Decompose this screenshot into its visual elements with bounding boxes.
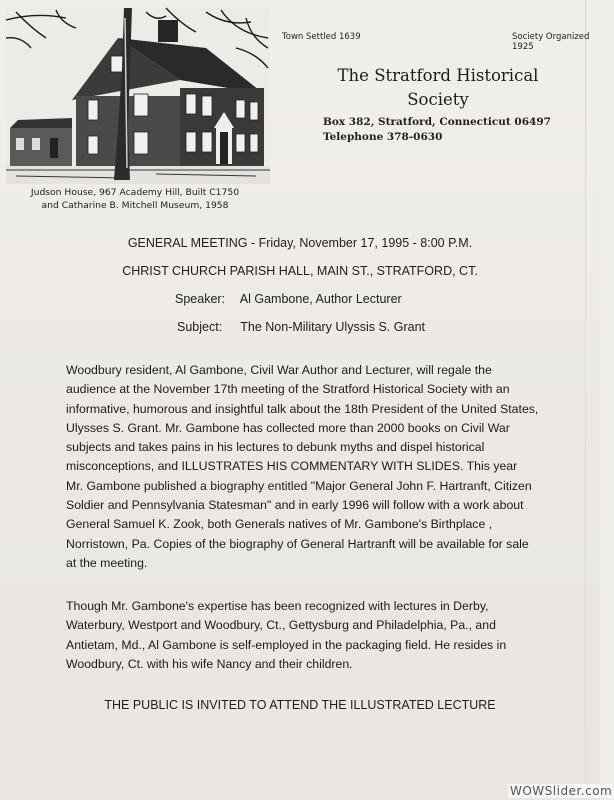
- illustration-caption: [0, 186, 270, 212]
- paragraph-line: Woodbury resident, Al Gambone, Civil War Author and Lecturer, will regale the: [66, 363, 492, 377]
- subject-value: The Non-Military Ulyssis S. Grant: [240, 320, 426, 334]
- subject-label: Subject:: [177, 320, 223, 334]
- caption-line-2: and Catharine B. Mitchell Museum, 1958: [41, 200, 229, 211]
- paragraph-line: informative, humorous and insightful talk about the 18th President of the United States,: [66, 401, 539, 416]
- org-name-line-1: The Stratford Historical: [337, 66, 539, 85]
- speaker-row: [175, 292, 402, 306]
- watermark-link[interactable]: WOWSlider.com: [510, 784, 613, 798]
- telephone-number: Telephone 378-0630: [323, 131, 443, 143]
- paragraph-line: Norristown, Pa. Copies of the biography of General Hartranft will be available for sale: [66, 536, 529, 551]
- speaker-value: Al Gambone, Author Lecturer: [239, 292, 402, 306]
- paragraph-line: Ulysses S. Grant. Mr. Gambone has collected more than 2000 books on Civil War: [66, 420, 510, 435]
- town-settled-note: Town Settled 1639: [282, 32, 361, 42]
- judson-house-illustration: [6, 8, 270, 184]
- mailing-address: Box 382, Stratford, Connecticut 06497: [323, 116, 551, 128]
- paragraph-line: Though Mr. Gambone's expertise has been recognized with lectures in Derby,: [66, 599, 489, 613]
- body-paragraph-2: [66, 597, 546, 674]
- paragraph-line: Soldier and Pennsylvania Statesman" and in early 1996 will follow with a work about: [66, 498, 524, 513]
- page-fold-line: [585, 0, 586, 800]
- paragraph-line: audience at the November 17th meeting of the Stratford Historical Society with an: [66, 382, 510, 397]
- paragraph-line: Mr. Gambone published a biography entitled "Major General John F. Hartranft, Citizen: [66, 478, 532, 493]
- contact-block: [323, 115, 551, 145]
- organization-name: [300, 64, 576, 112]
- meeting-title: GENERAL MEETING - Friday, November 17, 1995 - 8:00 P.M.: [127, 236, 473, 250]
- paragraph-line: at the meeting.: [66, 555, 148, 570]
- body-paragraph-1: [66, 361, 546, 573]
- paragraph-line: General Samuel K. Zook, both Generals natives of Mr. Gambone's Birthplace ,: [66, 517, 493, 532]
- paragraph-line: subjects and takes pains in his lectures to debunk myths and dispel historical: [66, 440, 485, 455]
- paragraph-line: misconceptions, and ILLUSTRATES HIS COMMENTARY WITH SLIDES. This year: [66, 459, 518, 474]
- org-name-line-2: Society: [407, 90, 469, 109]
- paragraph-line: Waterbury, Westport and Woodbury, Ct., Gettysburg and Philadelphia, Pa., and: [66, 618, 496, 633]
- speaker-label: Speaker:: [175, 292, 226, 306]
- subject-row: [177, 320, 425, 334]
- society-organized-note: Society Organized 1925: [512, 32, 590, 52]
- meeting-location: CHRIST CHURCH PARISH HALL, MAIN ST., STRATFORD, CT.: [122, 264, 478, 278]
- public-invitation: THE PUBLIC IS INVITED TO ATTEND THE ILLUSTRATED LECTURE: [104, 698, 496, 712]
- paragraph-line: Antietam, Md., Al Gambone is self-employed in the packaging field. He resides in: [66, 637, 507, 652]
- caption-line-1: Judson House, 967 Academy Hill, Built C1750: [30, 187, 240, 198]
- paragraph-line: Woodbury, Ct. with his wife Nancy and their children.: [66, 656, 353, 671]
